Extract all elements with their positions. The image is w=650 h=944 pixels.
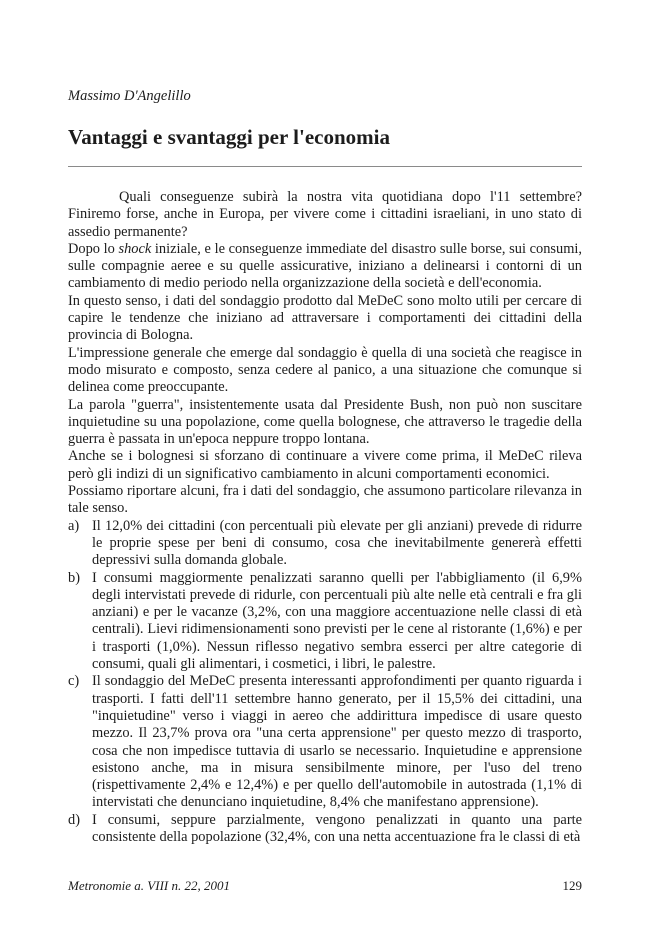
list-marker: b) [68, 569, 80, 586]
paragraph: Possiamo riportare alcuni, fra i dati del sondaggio, che assumono particolare rilevanza in tale senso. [68, 483, 582, 517]
paragraph: Dopo lo shock iniziale, e le conseguenze immediate del disastro sulle borse, sui consumi, sulle compagnie aeree e su quelle assicurative, iniziano a delinearsi i contorni di un cambiamento di medio periodo nella organizzazione della società e dell'economia. [68, 240, 582, 292]
emphasis-shock: shock [118, 240, 152, 257]
paragraph: Quali conseguenze subirà la nostra vita quotidiana dopo l'11 settembre? Finiremo forse, anche in Europa, per vivere come i cittadini israeliani, in uno stato di assedio permanente? [68, 189, 582, 240]
article-title: Vantaggi e svantaggi per l'economia [68, 125, 391, 149]
list-item [68, 812, 582, 847]
list-item [68, 518, 582, 570]
title-divider [68, 166, 582, 167]
page-footer [68, 877, 582, 895]
author-name: Massimo D'Angelillo [68, 88, 191, 104]
list-item-text: I consumi maggiormente penalizzati saranno quelli per l'abbigliamento (il 6,9% degli intervistati prevede di ridurle, con percentuali più alte nelle età centrali e fra gli anziani) e per le vacanze (3,2%, con una maggiore accentuazione nelle classi di età centrali). Lievi ridimensionamenti sono previsti per le cene al ristorante (1,6%) e per i trasporti (1,0%). Nessun riflesso negativo sembra esserci per altre categorie di consumi, quali gli alimentari, i cosmetici, i libri, le palestre. [92, 569, 582, 673]
list-item [68, 570, 582, 674]
list-item-text: I consumi, seppure parzialmente, vengono penalizzati in quanto una parte consistente della popolazione (32,4%, con una netta accentuazione fra le classi di età [92, 811, 582, 845]
article-body [68, 189, 582, 846]
list-marker: c) [68, 673, 80, 690]
journal-citation: Metronomie a. VIII n. 22, 2001 [68, 878, 230, 893]
paragraph: In questo senso, i dati del sondaggio prodotto dal MeDeC sono molto utili per cercare di capire le tendenze che iniziano ad attraversare i comportamenti dei cittadini della provincia di Bologna. [68, 292, 582, 344]
paragraph: La parola "guerra", insistentemente usata dal Presidente Bush, non può non suscitare inquietudine su una popolazione, come quella bolognese, che attraverso le tragedie della guerra è passata in un'epoca neppure troppo lontana. [68, 396, 582, 448]
list-item-text: Il sondaggio del MeDeC presenta interessanti approfondimenti per quanto riguarda i trasporti. I fatti dell'11 settembre hanno generato, per il 15,5% dei cittadini, una "inquietudine" verso i viaggi in aereo che addirittura impedisce di usare questo mezzo. Il 23,7% prova ora "una certa apprensione" per questo mezzo di trasporto, cosa che non impedisce tuttavia di usarlo se necessario. Inquietudine e apprensione esistono anche, ma in misura sensibilmente minore, per l'uso del treno (rispettivamente 2,4% e 12,4%) e per quello dell'automobile in autostrada (1,1% di intervistati che denunciano inquietudine, 8,4% che manifestano apprensione). [92, 673, 582, 811]
list-marker: d) [68, 811, 80, 828]
list-item [68, 673, 582, 811]
page-number: 129 [562, 878, 582, 893]
findings-list [68, 518, 582, 847]
list-marker: a) [68, 517, 80, 534]
paragraph: Anche se i bolognesi si sforzano di continuare a vivere come prima, il MeDeC rileva però gli indizi di un significativo cambiamento in alcuni comportamenti economici. [68, 448, 582, 482]
list-item-text: Il 12,0% dei cittadini (con percentuali più elevate per gli anziani) prevede di ridurre le proprie spese per beni di consumo, cosa che inevitabilmente genererà effetti depressivi sulla domanda globale. [92, 517, 582, 569]
paragraph: L'impressione generale che emerge dal sondaggio è quella di una società che reagisce in modo misurato e composto, senza cedere al panico, a una situazione che comunque si delinea come preoccupante. [68, 344, 582, 396]
